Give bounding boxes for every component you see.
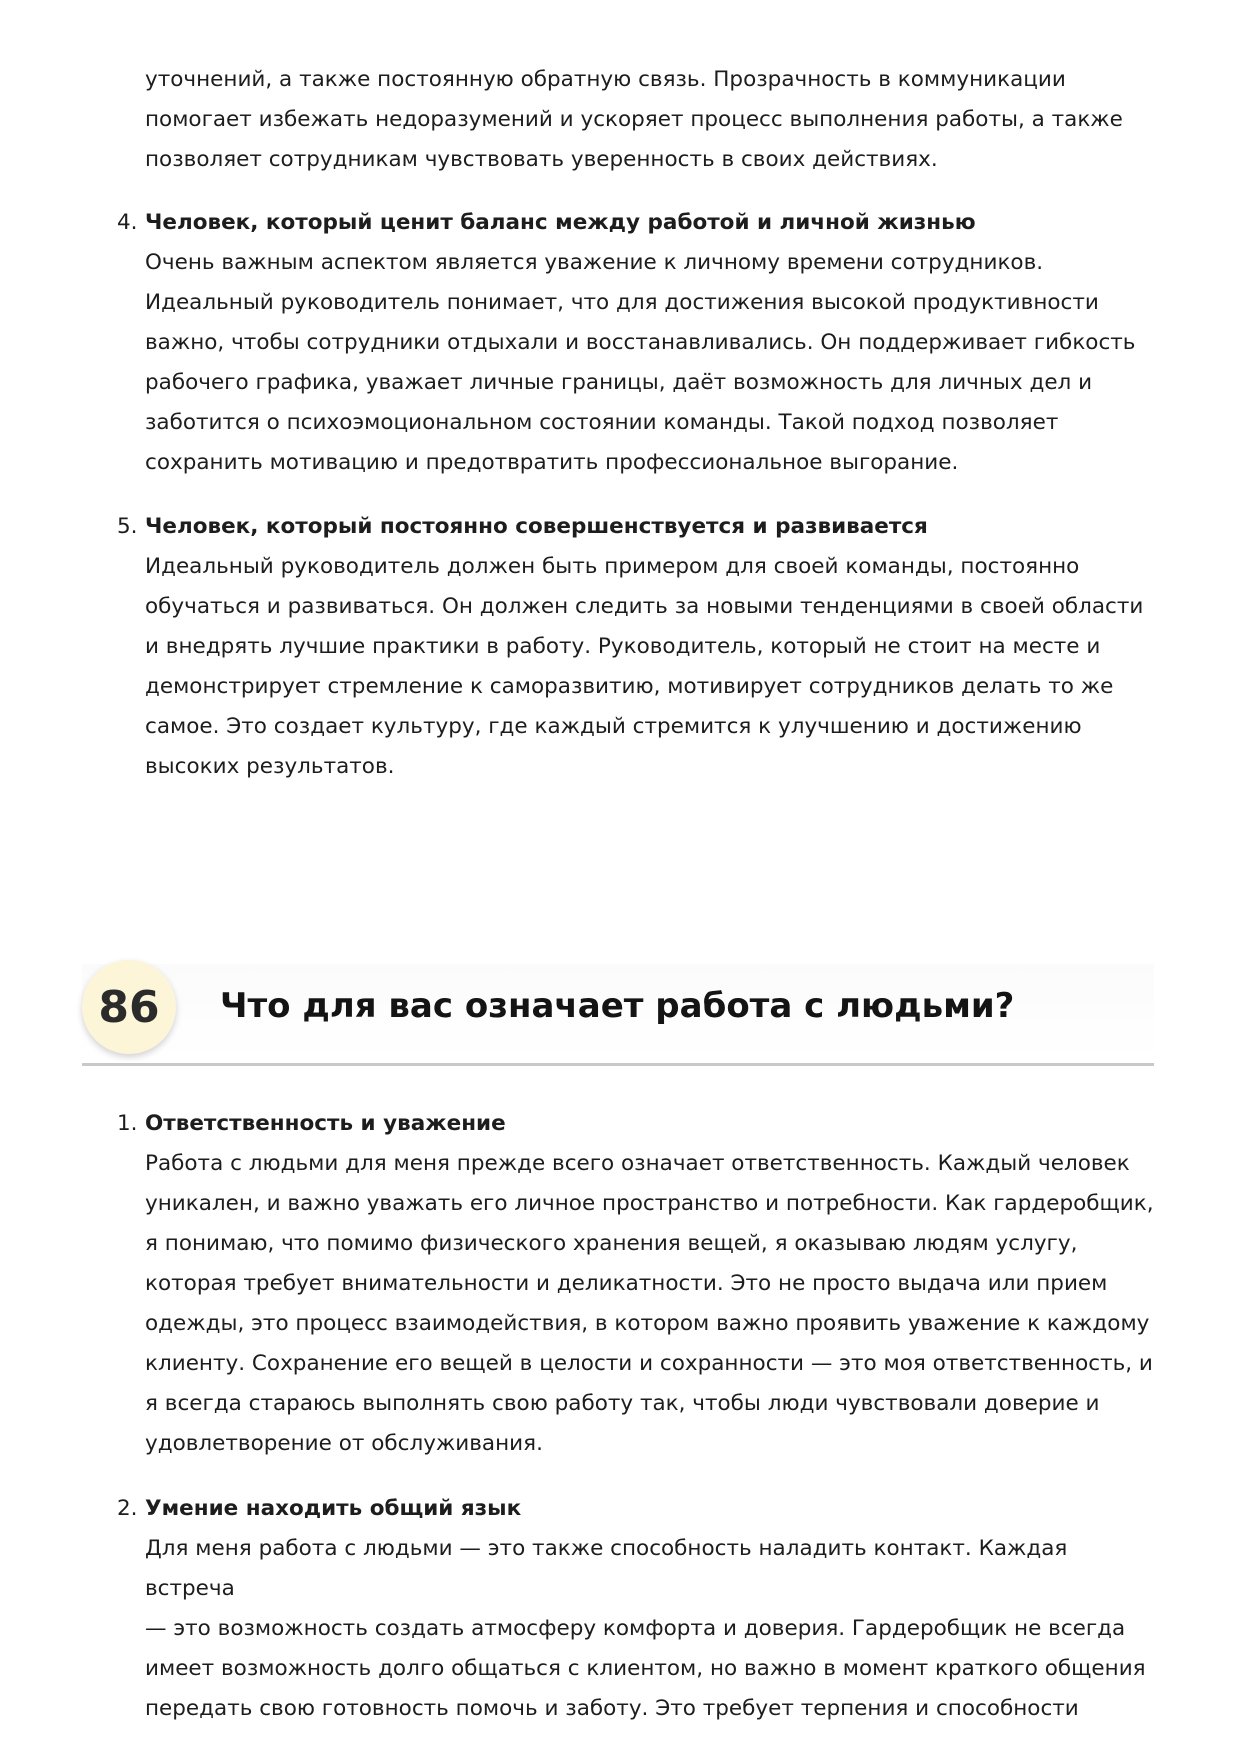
list-item-number: 4.: [117, 210, 138, 235]
text-line: — это возможность создать атмосферу комфорта и доверия. Гардеробщик не всегда: [145, 1616, 1126, 1641]
text-line: Идеальный руководитель должен быть примером для своей команды, постоянно: [145, 554, 1080, 579]
text-line: высоких результатов.: [145, 754, 395, 779]
section-title: Что для вас означает работа с людьми?: [220, 986, 1015, 1026]
text-line: клиенту. Сохранение его вещей в целости и сохранности — это моя ответственность, и: [145, 1351, 1153, 1376]
text-line: рабочего графика, уважает личные границы, даёт возможность для личных дел и: [145, 370, 1093, 395]
list-item: [117, 1104, 1155, 1464]
text-line: Идеальный руководитель понимает, что для достижения высокой продуктивности: [145, 290, 1099, 315]
list-item-body: [145, 547, 1155, 787]
text-line: удовлетворение от обслуживания.: [145, 1431, 543, 1456]
text-line: одежды, это процесс взаимодействия, в котором важно проявить уважение к каждому: [145, 1311, 1150, 1336]
text-line: сохранить мотивацию и предотвратить профессиональное выгорание.: [145, 450, 959, 475]
list-item: [117, 507, 1155, 787]
text-line: демонстрирует стремление к саморазвитию, мотивирует сотрудников делать то же: [145, 674, 1114, 699]
text-line: важно, чтобы сотрудники отдыхали и восстанавливались. Он поддерживает гибкость: [145, 330, 1136, 355]
section-header: [82, 958, 1154, 1066]
question-number-badge: 86: [82, 960, 176, 1054]
list-item: [117, 1489, 1155, 1729]
text-line: я всегда стараюсь выполнять свою работу так, чтобы люди чувствовали доверие и: [145, 1391, 1100, 1416]
header-divider: [82, 1063, 1154, 1066]
list-item-title: Человек, который постоянно совершенствуется и развивается: [145, 514, 928, 539]
text-line: и внедрять лучшие практики в работу. Руководитель, который не стоит на месте и: [145, 634, 1101, 659]
list-item-body: [145, 243, 1155, 483]
list-item-title: Человек, который ценит баланс между работой и личной жизнью: [145, 210, 976, 235]
text-line: уникален, и важно уважать его личное пространство и потребности. Как гардеробщик,: [145, 1191, 1154, 1216]
list-item-title: Ответственность и уважение: [145, 1111, 506, 1136]
text-line: обучаться и развиваться. Он должен следить за новыми тенденциями в своей области: [145, 594, 1144, 619]
text-line: позволяет сотрудникам чувствовать уверенность в своих действиях.: [145, 147, 938, 172]
text-line: я понимаю, что помимо физического хранения вещей, я оказываю людям услугу,: [145, 1231, 1078, 1256]
list-item-number: 2.: [117, 1496, 138, 1521]
intro-paragraph: [145, 60, 1155, 180]
text-line: самое. Это создает культуру, где каждый стремится к улучшению и достижению: [145, 714, 1082, 739]
text-line: имеет возможность долго общаться с клиентом, но важно в момент краткого общения: [145, 1656, 1146, 1681]
list-item-body: [145, 1529, 1155, 1729]
text-line: передать свою готовность помочь и заботу. Это требует терпения и способности: [145, 1696, 1079, 1721]
text-line: Для меня работа с людьми — это также способность наладить контакт. Каждая встреча: [145, 1536, 1068, 1601]
list-item-title: Умение находить общий язык: [145, 1496, 522, 1521]
text-line: помогает избежать недоразумений и ускоряет процесс выполнения работы, а также: [145, 107, 1123, 132]
text-line: уточнений, а также постоянную обратную связь. Прозрачность в коммуникации: [145, 67, 1066, 92]
list-item: [117, 203, 1155, 483]
list-item-number: 5.: [117, 514, 138, 539]
text-line: Работа с людьми для меня прежде всего означает ответственность. Каждый человек: [145, 1151, 1130, 1176]
list-item-number: 1.: [117, 1111, 138, 1136]
text-line: заботится о психоэмоциональном состоянии команды. Такой подход позволяет: [145, 410, 1059, 435]
text-line: которая требует внимательности и деликатности. Это не просто выдача или прием: [145, 1271, 1108, 1296]
text-line: Очень важным аспектом является уважение к личному времени сотрудников.: [145, 250, 1044, 275]
list-item-body: [145, 1144, 1155, 1464]
